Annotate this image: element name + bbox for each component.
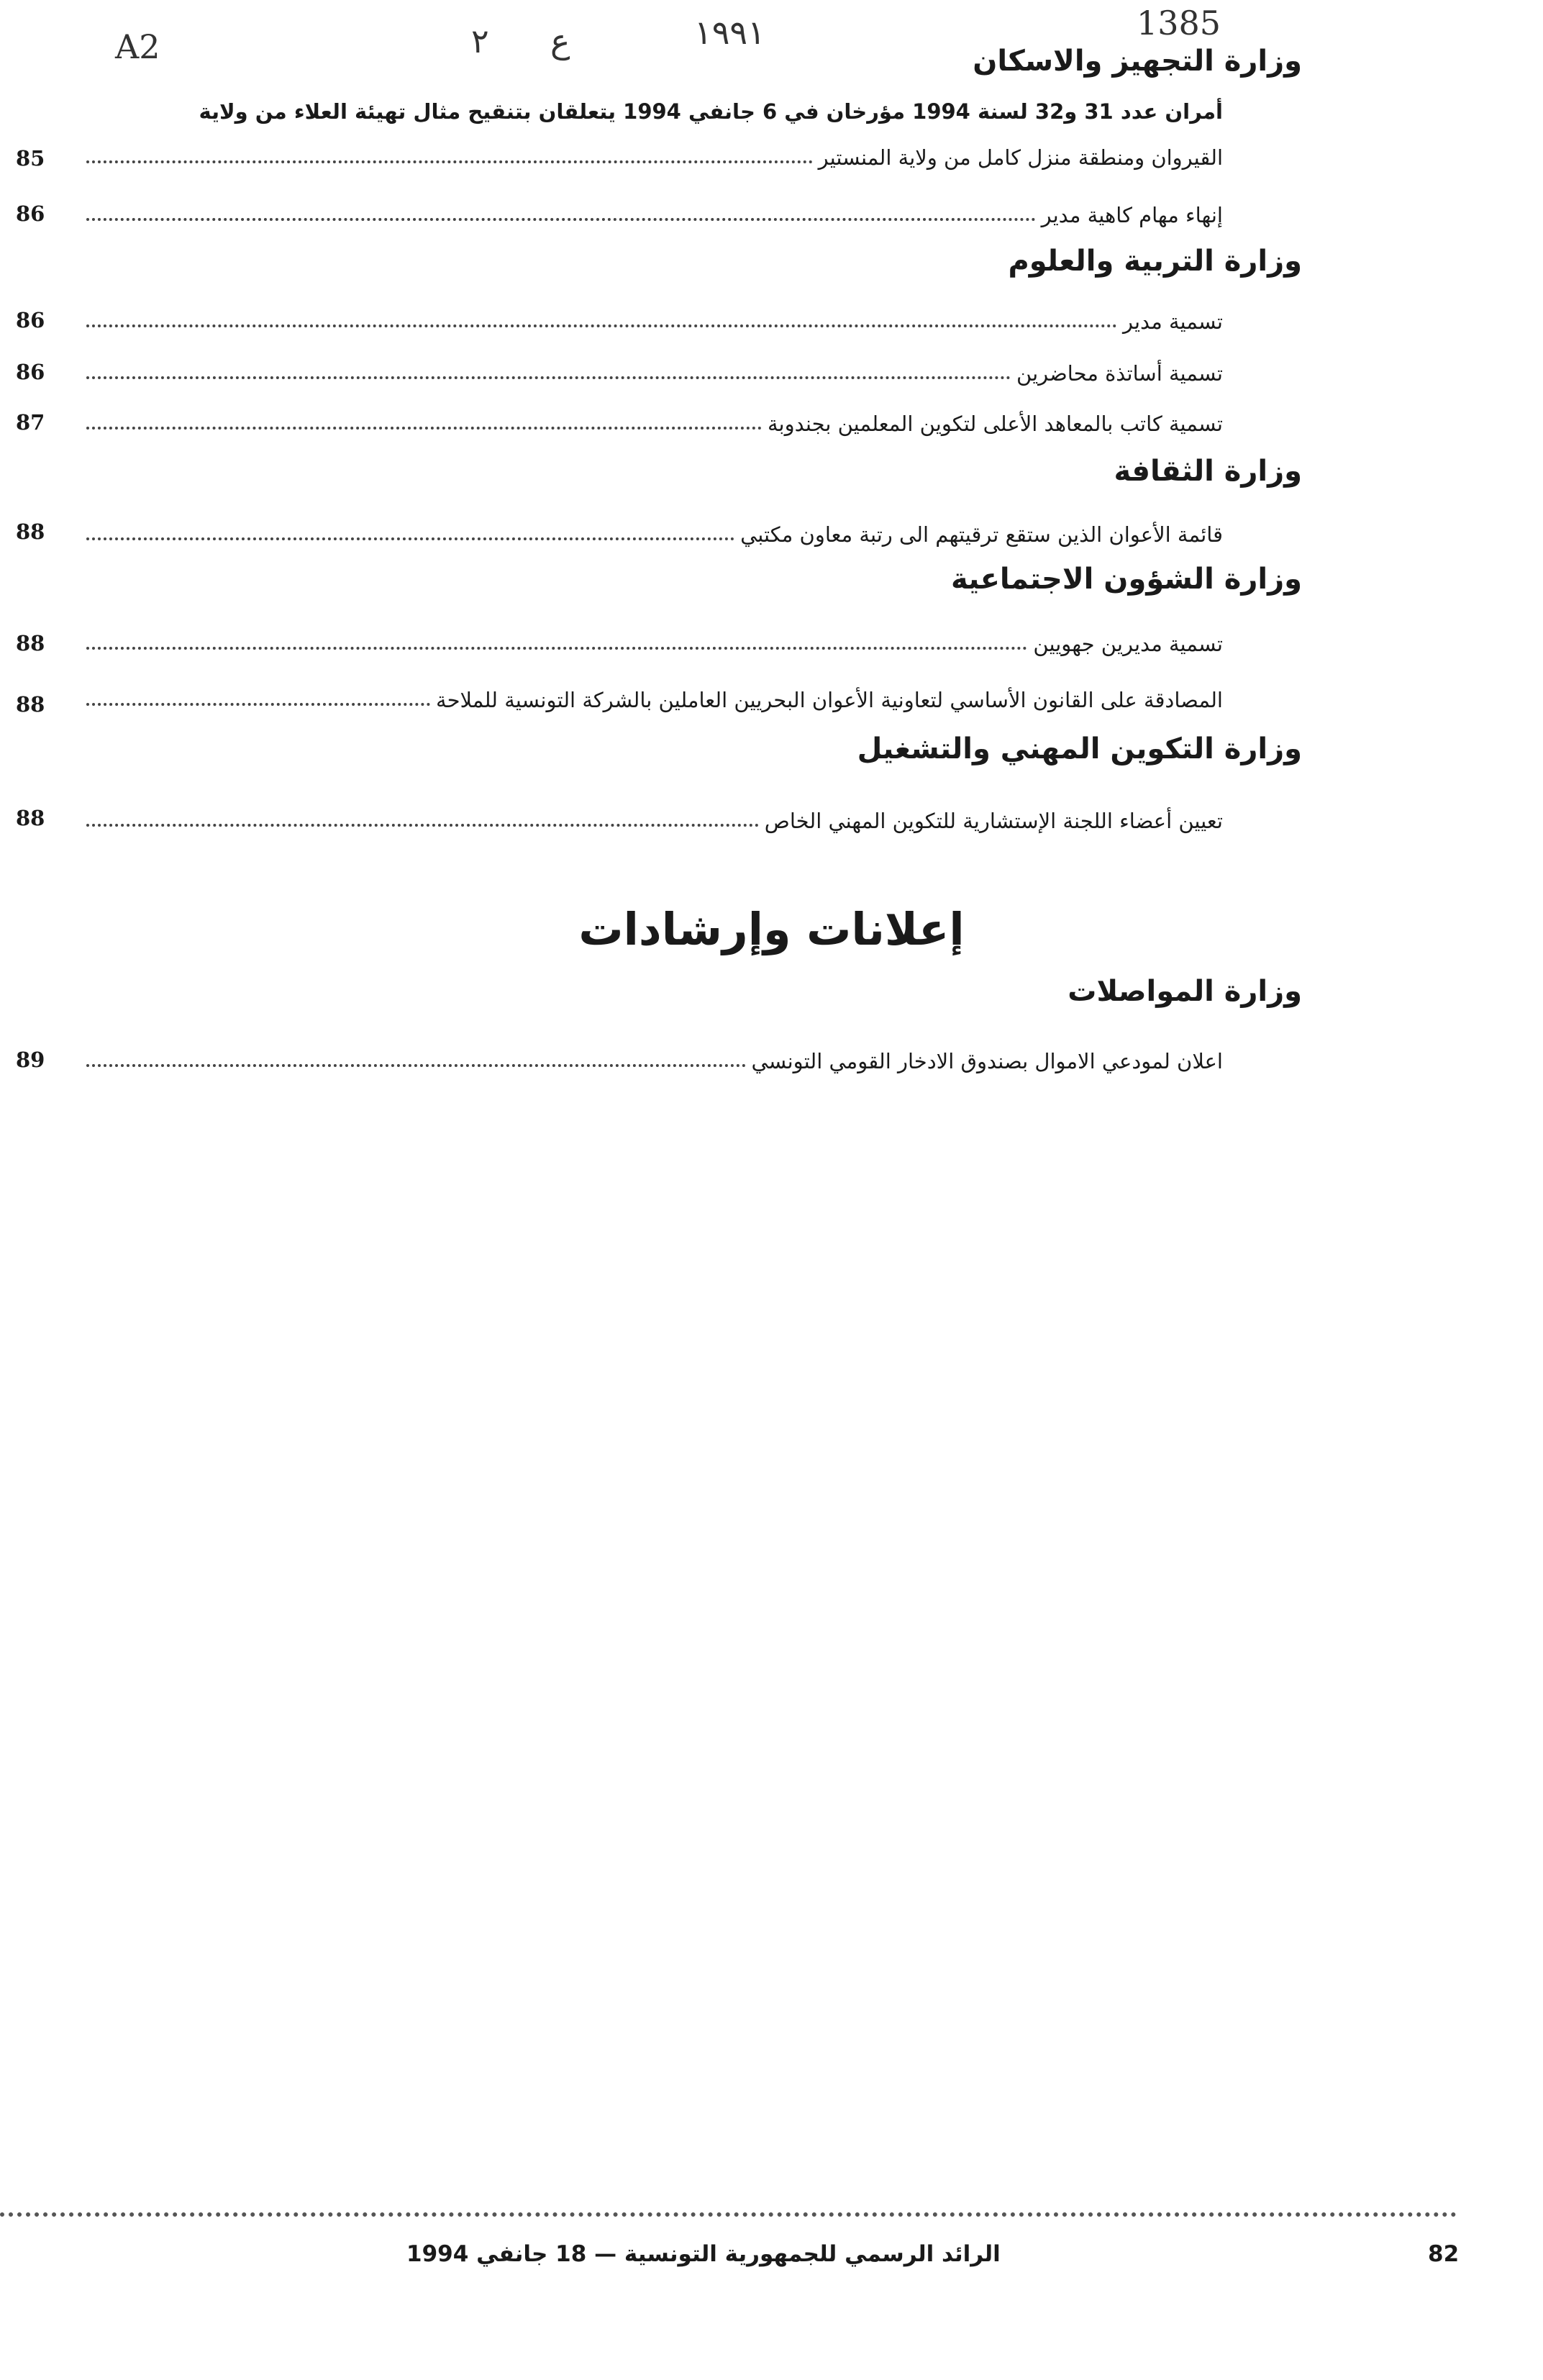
announcements-title: إعلانات وإرشادات <box>578 903 965 955</box>
entry-page-number: 88 <box>16 519 45 544</box>
handwritten-mark: ١٩٩١ <box>694 13 765 52</box>
entry-page-number: 88 <box>16 692 45 717</box>
section-heading: وزارة المواصلات <box>1068 975 1302 1008</box>
toc-entry[interactable] <box>86 511 1223 547</box>
entry-intro: أمران عدد 31 و32 لسنة 1994 مؤرخان في 6 جانفي 1994 يتعلقان بتنقيح مثال تهيئة العلاء من ولاية <box>199 99 1223 124</box>
entry-title: تسمية كاتب بالمعاهد الأعلى لتكوين المعلمين بجندوبة <box>768 412 1223 436</box>
journal-title: الرائد الرسمي للجمهورية التونسية — 18 جانفي 1994 <box>406 2241 1001 2267</box>
entry-title: إنهاء مهام كاهية مدير <box>1041 203 1223 227</box>
leader-dots <box>86 160 813 163</box>
handwritten-mark: 1385 <box>1137 4 1221 42</box>
footer-rule <box>0 2212 1457 2217</box>
section-heading: وزارة التكوين المهني والتشغيل <box>857 732 1302 766</box>
leader-dots <box>86 703 430 706</box>
leader-dots <box>86 324 1117 327</box>
leader-dots <box>86 537 734 540</box>
entry-title: تسمية مدير <box>1122 309 1223 334</box>
handwritten-mark: ع <box>550 22 570 60</box>
entry-title: تسمية مديرين جهويين <box>1033 632 1223 656</box>
toc-entry[interactable] <box>86 620 1223 656</box>
section-heading: وزارة التجهيز والاسكان <box>973 45 1302 78</box>
section-heading: وزارة الشؤون الاجتماعية <box>950 563 1302 596</box>
handwritten-mark: A2 <box>115 27 160 66</box>
entry-page-number: 86 <box>16 360 45 384</box>
toc-entry[interactable] <box>86 350 1223 386</box>
toc-entry[interactable] <box>86 191 1223 227</box>
toc-entry[interactable] <box>86 134 1223 170</box>
entry-title: المصادقة على القانون الأساسي لتعاونية الأعوان البحريين العاملين بالشركة التونسية للملاحة <box>436 688 1223 712</box>
entry-page-number: 88 <box>16 631 45 655</box>
entry-page-number: 88 <box>16 806 45 830</box>
entry-title: قائمة الأعوان الذين ستقع ترقيتهم الى رتبة معاون مكتبي <box>740 522 1223 547</box>
entry-page-number: 86 <box>16 201 45 226</box>
section-heading: وزارة الثقافة <box>1114 455 1302 488</box>
toc-entry[interactable] <box>86 1037 1223 1073</box>
entry-page-number: 89 <box>16 1048 45 1072</box>
leader-dots <box>86 218 1036 221</box>
footer-page-number: 82 <box>1428 2241 1460 2267</box>
entry-title: تسمية أساتذة محاضرين <box>1016 361 1223 386</box>
leader-dots <box>86 376 1011 379</box>
leader-dots <box>86 647 1027 650</box>
entry-title: اعلان لمودعي الاموال بصندوق الادخار القومي التونسي <box>751 1049 1223 1073</box>
toc-entry[interactable] <box>86 298 1223 334</box>
handwritten-mark: ٢ <box>471 22 489 60</box>
leader-dots <box>86 824 759 827</box>
entry-title: القيروان ومنطقة منزل كامل من ولاية المنستير <box>818 145 1223 170</box>
section-heading: وزارة التربية والعلوم <box>1008 245 1302 278</box>
entry-page-number: 85 <box>16 146 45 171</box>
toc-entry[interactable] <box>86 400 1223 436</box>
leader-dots <box>86 1064 746 1067</box>
entry-title: تعيين أعضاء اللجنة الإستشارية للتكوين المهني الخاص <box>764 809 1223 833</box>
toc-entry[interactable] <box>86 676 1223 712</box>
toc-entry[interactable] <box>86 797 1223 833</box>
leader-dots <box>86 427 762 430</box>
entry-page-number: 87 <box>16 410 45 435</box>
entry-page-number: 86 <box>16 308 45 332</box>
